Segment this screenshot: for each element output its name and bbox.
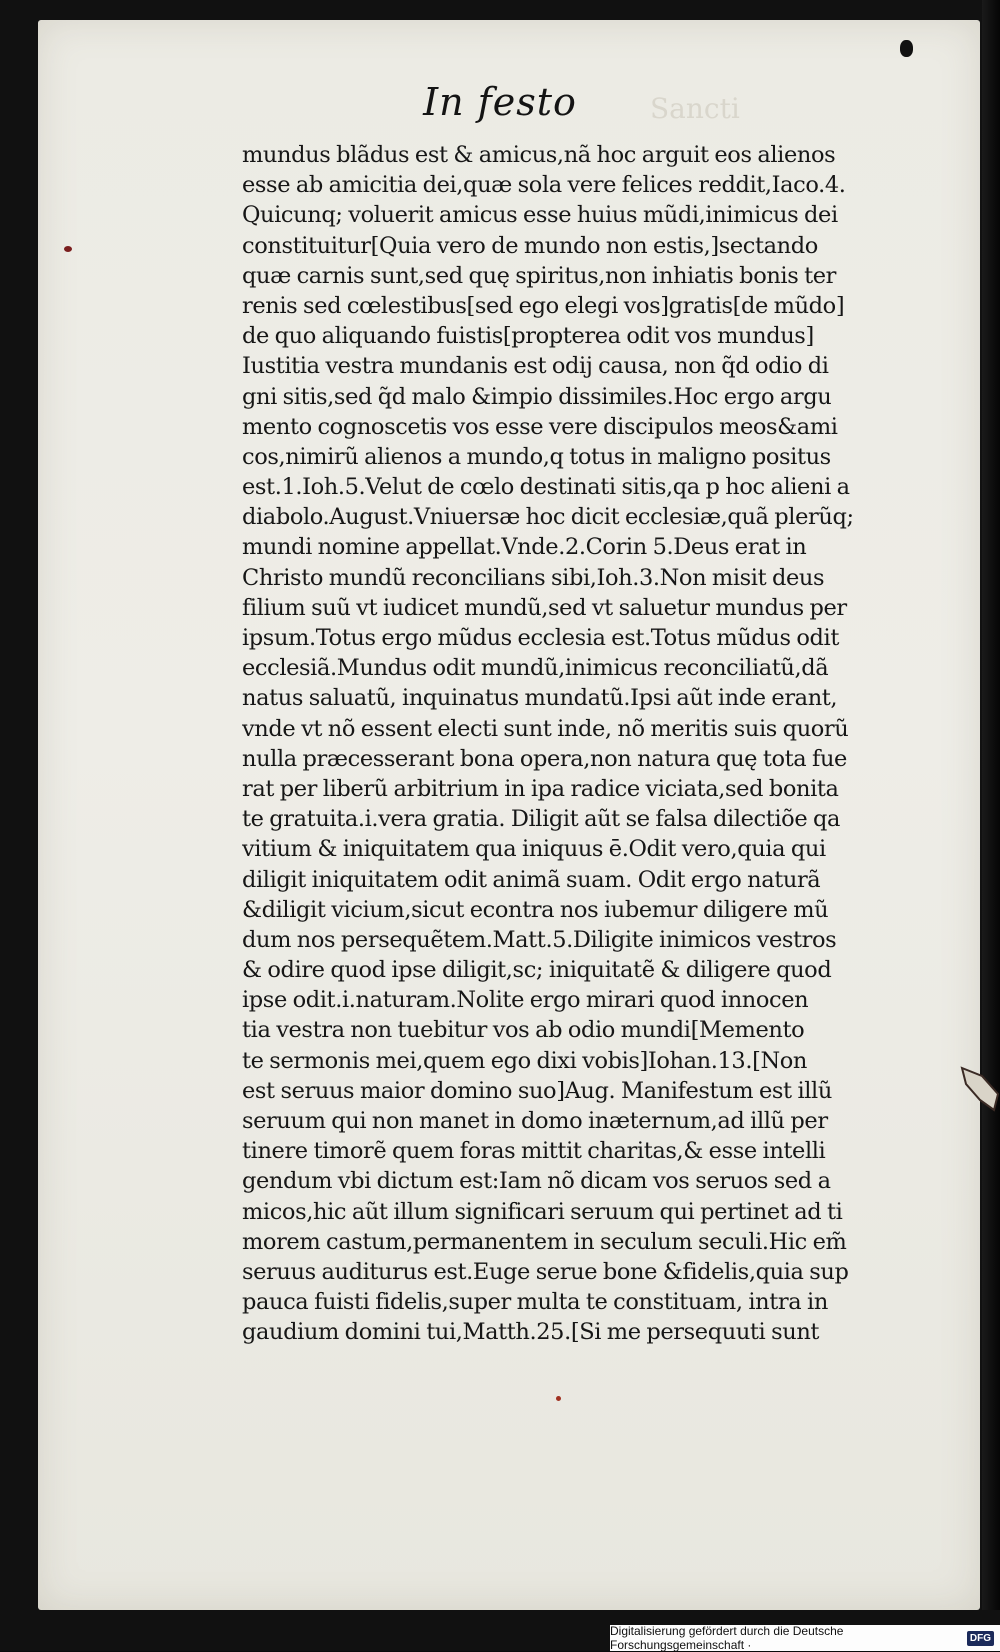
digitization-credit [610, 1625, 1000, 1651]
text-line: &diligit vicium,sicut econtra nos iubemur diligere mũ [242, 896, 829, 923]
text-line: pauca fuisti fidelis,super multa te constituam, intra in [242, 1289, 828, 1316]
text-line: Quicunq; voluerit amicus esse huius mũdi,inimicus dei [242, 202, 838, 229]
ink-blot-mark [900, 40, 913, 57]
margin-mark [64, 246, 72, 252]
text-line: esse ab amicitia dei,quæ sola vere felices reddit,Iaco.4. [242, 172, 846, 199]
text-line: Christo mundũ reconcilians sibi,Ioh.3.Non misit deus [242, 564, 825, 591]
text-line: micos,hic aũt illum significari seruum qui pertinet ad ti [242, 1198, 843, 1225]
text-line: dum nos persequẽtem.Matt.5.Diligite inimicos vestros [242, 926, 837, 953]
text-line: mento cognoscetis vos esse vere discipulos meos&ami [242, 413, 838, 440]
body-text [242, 140, 910, 1348]
text-line: mundi nomine appellat.Vnde.2.Corin 5.Deus erat in [242, 534, 807, 561]
text-line: constituitur[Quia vero de mundo non estis,]sectando [242, 232, 818, 259]
text-line: gendum vbi dictum est:Iam nõ dicam vos seruos sed a [242, 1168, 831, 1195]
text-line: rat per liberũ arbitrium in ipa radice viciata,sed bonita [242, 775, 839, 802]
text-line: diligit iniquitatem odit animã suam. Odit ergo naturã [242, 866, 821, 893]
text-line: gni sitis,sed q̃d malo &impio dissimiles.Hoc ergo argu [242, 383, 832, 410]
text-line: natus saluatũ, inquinatus mundatũ.Ipsi aũt inde erant, [242, 685, 838, 712]
text-line: ipsum.Totus ergo mũdus ecclesia est.Totus mũdus odit [242, 625, 839, 651]
show-through-text: Sancti [650, 92, 740, 125]
text-line: te sermonis mei,quem ego dixi vobis]Iohan.13.[Non [242, 1047, 807, 1074]
red-spot-mark [556, 1396, 561, 1401]
text-line: est.1.Ioh.5.Velut de cœlo destinati sitis,qa p hoc alieni a [242, 474, 850, 501]
page-edge-shadow [982, 0, 1000, 1610]
text-line: quæ carnis sunt,sed quę spiritus,non inhiatis bonis ter [242, 262, 837, 289]
dfg-logo: DFG [967, 1631, 994, 1646]
credit-text: Digitalisierung gefördert durch die Deutsche Forschungsgemeinschaft · [610, 1624, 844, 1652]
text-line: nulla præcesserant bona opera,non natura quę tota fue [242, 745, 847, 772]
paper-tab-fragment [960, 1064, 1000, 1114]
text-line: gaudium domini tui,Matth.25.[Si me persequuti sunt [242, 1319, 820, 1346]
text-line: cos,nimirũ alienos a mundo,q totus in maligno positus [242, 443, 831, 470]
text-line: ipse odit.i.naturam.Nolite ergo mirari quod innocen [242, 987, 809, 1014]
text-line: Iustitia vestra mundanis est odij causa, non q̃d odio di [242, 353, 829, 380]
text-line: tia vestra non tuebitur vos ab odio mundi[Memento [242, 1017, 805, 1044]
text-line: seruum qui non manet in domo inæternum,ad illũ per [242, 1108, 828, 1134]
text-line: vitium & iniquitatem qua iniquus ē.Odit vero,quia qui [242, 836, 826, 863]
text-line: ecclesiã.Mundus odit mundũ,inimicus reconciliatũ,dã [242, 655, 829, 682]
text-line: filium suũ vt iudicet mundũ,sed vt saluetur mundus per [242, 594, 847, 621]
text-line: & odire quod ipse diligit,sc; iniquitatẽ & diligere quod [242, 957, 832, 984]
text-line: te gratuita.i.vera gratia. Diligit aũt se falsa dilectiõe qa [242, 806, 841, 833]
text-line: diabolo.August.Vniuersæ hoc dicit ecclesiæ,quã plerũq; [242, 504, 854, 531]
text-line: de quo aliquando fuistis[propterea odit vos mundus] [242, 323, 814, 350]
text-line: seruus auditurus est.Euge serue bone &fidelis,quia sup [242, 1258, 849, 1285]
text-line: renis sed cœlestibus[sed ego elegi vos]gratis[de mũdo] [242, 292, 845, 319]
text-line: tinere timorẽ quem foras mittit charitas,& esse intelli [242, 1138, 826, 1165]
text-line: vnde vt nõ essent electi sunt inde, nõ meritis suis quorũ [242, 715, 849, 742]
running-header: In festo [423, 80, 577, 124]
text-line: mundus blãdus est & amicus,nã hoc arguit eos alienos [242, 142, 836, 168]
text-line: est seruus maior domino suo]Aug. Manifestum est illũ [242, 1077, 832, 1104]
text-line: morem castum,permanentem in seculum seculi.Hic em̃ [242, 1228, 847, 1255]
